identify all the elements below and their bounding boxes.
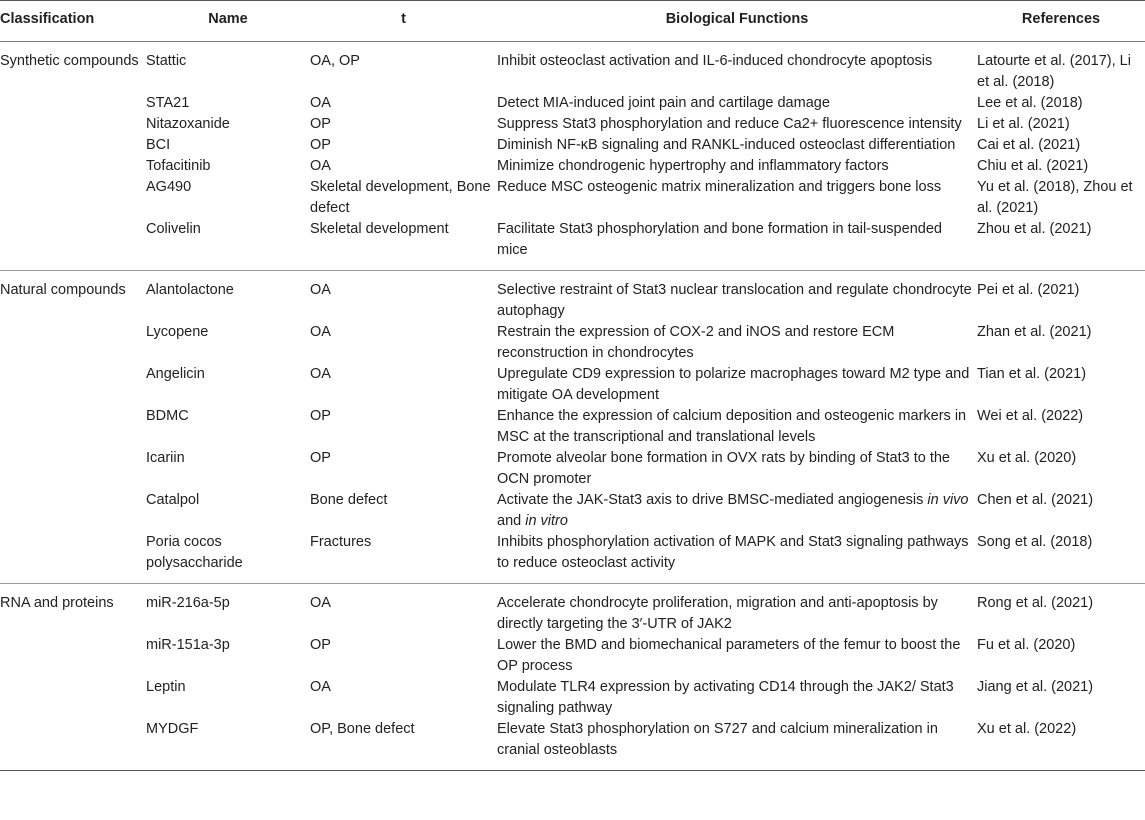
table-row [0,156,1145,177]
cell-t: OA [310,366,331,382]
function-text: Activate the JAK-Stat3 axis to drive BMSC-mediated angiogenesis [497,492,928,508]
cell-name: Tofacitinib [146,158,211,174]
table-row [0,93,1145,114]
cell-reference: Xu et al. (2022) [977,719,1145,771]
cell-name: STA21 [146,95,190,111]
table-row [0,406,1145,448]
cell-t: OA [310,95,331,111]
cell-t: Bone defect [310,492,388,508]
table-row [0,448,1145,490]
cell-function: Upregulate CD9 expression to polarize macrophages toward M2 type and mitigate OA development [497,366,970,403]
cell-t: OA [310,324,331,340]
table-row [0,584,1145,636]
cell-t: OA [310,679,331,695]
table-row [0,177,1145,219]
cell-function: Selective restraint of Stat3 nuclear translocation and regulate chondrocyte autophagy [497,282,972,319]
table-row [0,635,1145,677]
cell-name: Lycopene [146,324,209,340]
table-row [0,532,1145,584]
cell-name: Icariin [146,450,185,466]
cell-classification [0,406,146,448]
cell-classification [0,448,146,490]
cell-function: Reduce MSC osteogenic matrix mineralization and triggers bone loss [497,179,942,195]
table-row [0,271,1145,323]
cell-name: Leptin [146,679,186,695]
cell-function: Modulate TLR4 expression by activating CD14 through the JAK2/ Stat3 signaling pathway [497,679,954,716]
cell-reference: Cai et al. (2021) [977,137,1081,153]
table-row [0,42,1145,94]
cell-reference: Zhan et al. (2021) [977,324,1092,340]
cell-reference: Song et al. (2018) [977,532,1145,584]
cell-classification [0,719,146,771]
cell-classification [0,156,146,177]
table-row [0,490,1145,532]
header-classification: Classification [0,1,146,42]
cell-classification [0,635,146,677]
cell-t: OP [310,450,331,466]
cell-name: AG490 [146,179,192,195]
cell-function: Enhance the expression of calcium deposition and osteogenic markers in MSC at the transcriptional and translational levels [497,408,967,445]
cell-classification [0,322,146,364]
cell-classification: Natural compounds [0,282,126,298]
cell-t: OA, OP [310,53,360,69]
cell-reference: Rong et al. (2021) [977,595,1094,611]
cell-classification [0,135,146,156]
cell-name: miR-151a-3p [146,637,230,653]
table-row [0,219,1145,271]
cell-classification: Synthetic compounds [0,53,139,69]
cell-function: Detect MIA-induced joint pain and cartilage damage [497,95,830,111]
cell-reference: Wei et al. (2022) [977,408,1084,424]
table-row [0,322,1145,364]
cell-function: Suppress Stat3 phosphorylation and reduce Ca2+ fluorescence intensity [497,116,962,132]
cell-reference: Latourte et al. (2017), Li et al. (2018) [977,53,1131,90]
cell-name: MYDGF [146,719,310,771]
cell-function: Elevate Stat3 phosphorylation on S727 and calcium mineralization in cranial osteoblasts [497,719,977,771]
cell-reference: Zhou et al. (2021) [977,219,1145,271]
cell-function: Promote alveolar bone formation in OVX rats by binding of Stat3 to the OCN promoter [497,450,950,487]
cell-classification [0,93,146,114]
cell-classification [0,364,146,406]
cell-function [497,490,977,532]
cell-name: Catalpol [146,492,200,508]
cell-classification [0,177,146,219]
header-functions: Biological Functions [497,1,977,42]
cell-t: Fractures [310,532,497,584]
header-t: t [310,1,497,42]
cell-t: OP [310,137,331,153]
table-row [0,677,1145,719]
cell-function: Facilitate Stat3 phosphorylation and bone formation in tail-suspended mice [497,219,977,271]
cell-classification: RNA and proteins [0,595,114,611]
cell-t: OP [310,408,331,424]
cell-name: BCI [146,137,171,153]
cell-name: Stattic [146,53,187,69]
cell-name: Angelicin [146,366,205,382]
header-references: References [977,1,1145,42]
cell-function: Minimize chondrogenic hypertrophy and inflammatory factors [497,158,889,174]
cell-reference: Tian et al. (2021) [977,366,1087,382]
cell-t: OA [310,282,331,298]
header-name: Name [146,1,310,42]
cell-classification [0,490,146,532]
cell-t: OA [310,595,331,611]
cell-name: miR-216a-5p [146,595,230,611]
cell-function: Inhibit osteoclast activation and IL-6-induced chondrocyte apoptosis [497,53,933,69]
cell-reference: Pei et al. (2021) [977,282,1080,298]
cell-t: Skeletal development [310,219,497,271]
cell-reference: Chiu et al. (2021) [977,158,1089,174]
table-row [0,114,1145,135]
header-row [0,1,1145,42]
cell-t: OP [310,116,331,132]
cell-name: Poria cocos polysaccharide [146,532,310,584]
cell-classification [0,677,146,719]
cell-reference: Xu et al. (2020) [977,450,1077,466]
cell-reference: Chen et al. (2021) [977,492,1094,508]
cell-classification [0,114,146,135]
table-row [0,364,1145,406]
cell-name: Colivelin [146,219,310,271]
table-row [0,719,1145,771]
cell-t: OA [310,158,331,174]
cell-t: Skeletal development, Bone defect [310,179,491,216]
cell-name: Nitazoxanide [146,116,230,132]
cell-function: Lower the BMD and biomechanical parameters of the femur to boost the OP process [497,637,961,674]
cell-function: Diminish NF-κB signaling and RANKL-induced osteoclast differentiation [497,137,956,153]
function-text: and [497,513,526,529]
cell-reference: Jiang et al. (2021) [977,679,1094,695]
cell-name: BDMC [146,408,189,424]
cell-function: Restrain the expression of COX-2 and iNOS and restore ECM reconstruction in chondrocytes [497,324,895,361]
cell-classification [0,532,146,584]
cell-t: OP, Bone defect [310,719,497,771]
cell-reference: Lee et al. (2018) [977,95,1083,111]
table-row [0,135,1145,156]
cell-reference: Fu et al. (2020) [977,637,1076,653]
function-italic-in-vivo: in vivo [927,492,969,508]
cell-reference: Yu et al. (2018), Zhou et al. (2021) [977,179,1133,216]
cell-function: Accelerate chondrocyte proliferation, migration and anti-apoptosis by directly targeting the 3′-UTR of JAK2 [497,595,938,632]
cell-function: Inhibits phosphorylation activation of MAPK and Stat3 signaling pathways to reduce osteoclast activity [497,532,977,584]
cell-classification [0,219,146,271]
cell-reference: Li et al. (2021) [977,116,1070,132]
function-italic-in-vitro: in vitro [525,513,568,529]
cell-t: OP [310,637,331,653]
cell-name: Alantolactone [146,282,234,298]
